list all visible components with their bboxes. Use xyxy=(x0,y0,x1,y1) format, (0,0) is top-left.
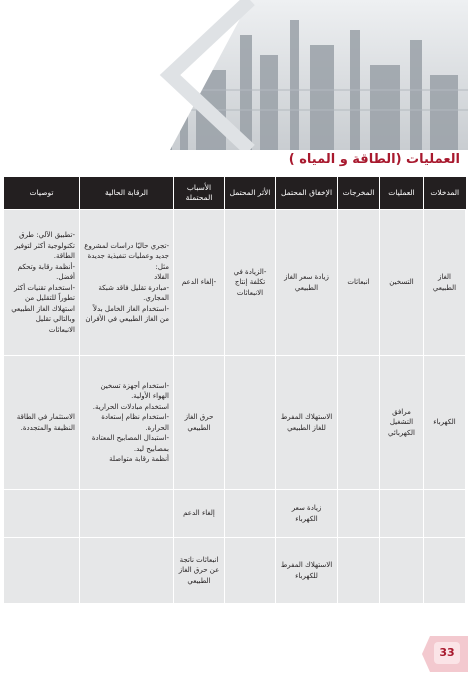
table-cell xyxy=(380,538,424,604)
table-cell: الاستثمار في الطاقة النظيفة والمتجددة. xyxy=(4,356,80,490)
col-header-outputs: المخرجات xyxy=(338,177,380,210)
table-cell: انبعاثات ناتجة عن حرق الغاز الطبيعي xyxy=(174,538,225,604)
col-header-recommendations: توصيات xyxy=(4,177,80,210)
table-cell: -تجري حاليًا دراسات لمشروع جديد وعمليات تنفيذية جديدة مثل: الفلاد -مبادرة تقليل فاقد شبكة المجاري. -استخدام الغاز الخامل بدلاً من الغاز الطبيعي في الأفران xyxy=(80,210,174,356)
table-row xyxy=(4,210,466,356)
table-cell xyxy=(338,356,380,490)
table-cell: -تطبيق الآلي: طرق تكنولوجية أكثر لتوفير الطاقة. -أنظمة رقابة وتحكم أفضل. -استخدام تقنيات أكثر تطوراً للتقليل من استهلاك الغاز الطبيعي وبالتالي تقليل الانبعاثات xyxy=(4,210,80,356)
table-cell xyxy=(424,490,466,538)
table-cell: انبعاثات xyxy=(338,210,380,356)
table-row xyxy=(4,356,466,490)
table-cell: -إلغاء الدعم xyxy=(174,210,225,356)
table-cell: زيادة سعر الغاز الطبيعي xyxy=(276,210,338,356)
col-header-potential-failure: الإخفاق المحتمل xyxy=(276,177,338,210)
table-cell: -استخدام أجهزة تسخين الهواء الأولية. استخدام مبادلات الحرارية. -استخدام نظام إستعادة الحرارة. -استبدال المصابيح المعتادة بمصابيح ليد. أنظمة رقابة متواصلة xyxy=(80,356,174,490)
table-cell: مرافق التشغيل الكهربائي xyxy=(380,356,424,490)
table-cell xyxy=(4,490,80,538)
table-cell: الاستهلاك المفرط للكهرباء xyxy=(276,538,338,604)
col-header-current-control: الرقابة الحالية xyxy=(80,177,174,210)
col-header-processes: العمليات xyxy=(380,177,424,210)
table-cell: التسخين xyxy=(380,210,424,356)
table-cell xyxy=(225,538,276,604)
col-header-inputs: المدخلات xyxy=(424,177,466,210)
table-cell: الغاز الطبيعي xyxy=(424,210,466,356)
table-cell xyxy=(424,538,466,604)
table-cell xyxy=(338,490,380,538)
col-header-potential-causes: الأسباب المحتملة xyxy=(174,177,225,210)
col-header-potential-impact: الأثر المحتمل xyxy=(225,177,276,210)
header-chevron-shape xyxy=(0,0,300,150)
section-title: العمليات (الطاقة و المياه ) xyxy=(288,152,460,167)
table-cell: -الزيادة في تكلفة إنتاج الانبعاثات xyxy=(225,210,276,356)
table-cell: حرق الغاز الطبيعي xyxy=(174,356,225,490)
table-cell xyxy=(80,490,174,538)
operations-table xyxy=(3,177,466,604)
page-number: 33 xyxy=(434,642,460,664)
table-cell: إلغاء الدعم xyxy=(174,490,225,538)
table-cell xyxy=(80,538,174,604)
table-cell: الكهرباء xyxy=(424,356,466,490)
table-header-row xyxy=(4,177,466,210)
table-cell: الاستهلاك المفرط للغاز الطبيعي xyxy=(276,356,338,490)
table-cell xyxy=(338,538,380,604)
table-cell xyxy=(380,490,424,538)
table-cell xyxy=(225,490,276,538)
table-cell xyxy=(225,356,276,490)
table-row xyxy=(4,538,466,604)
table-cell: زيادة سعر الكهرباء xyxy=(276,490,338,538)
table-cell xyxy=(4,538,80,604)
table-row xyxy=(4,490,466,538)
